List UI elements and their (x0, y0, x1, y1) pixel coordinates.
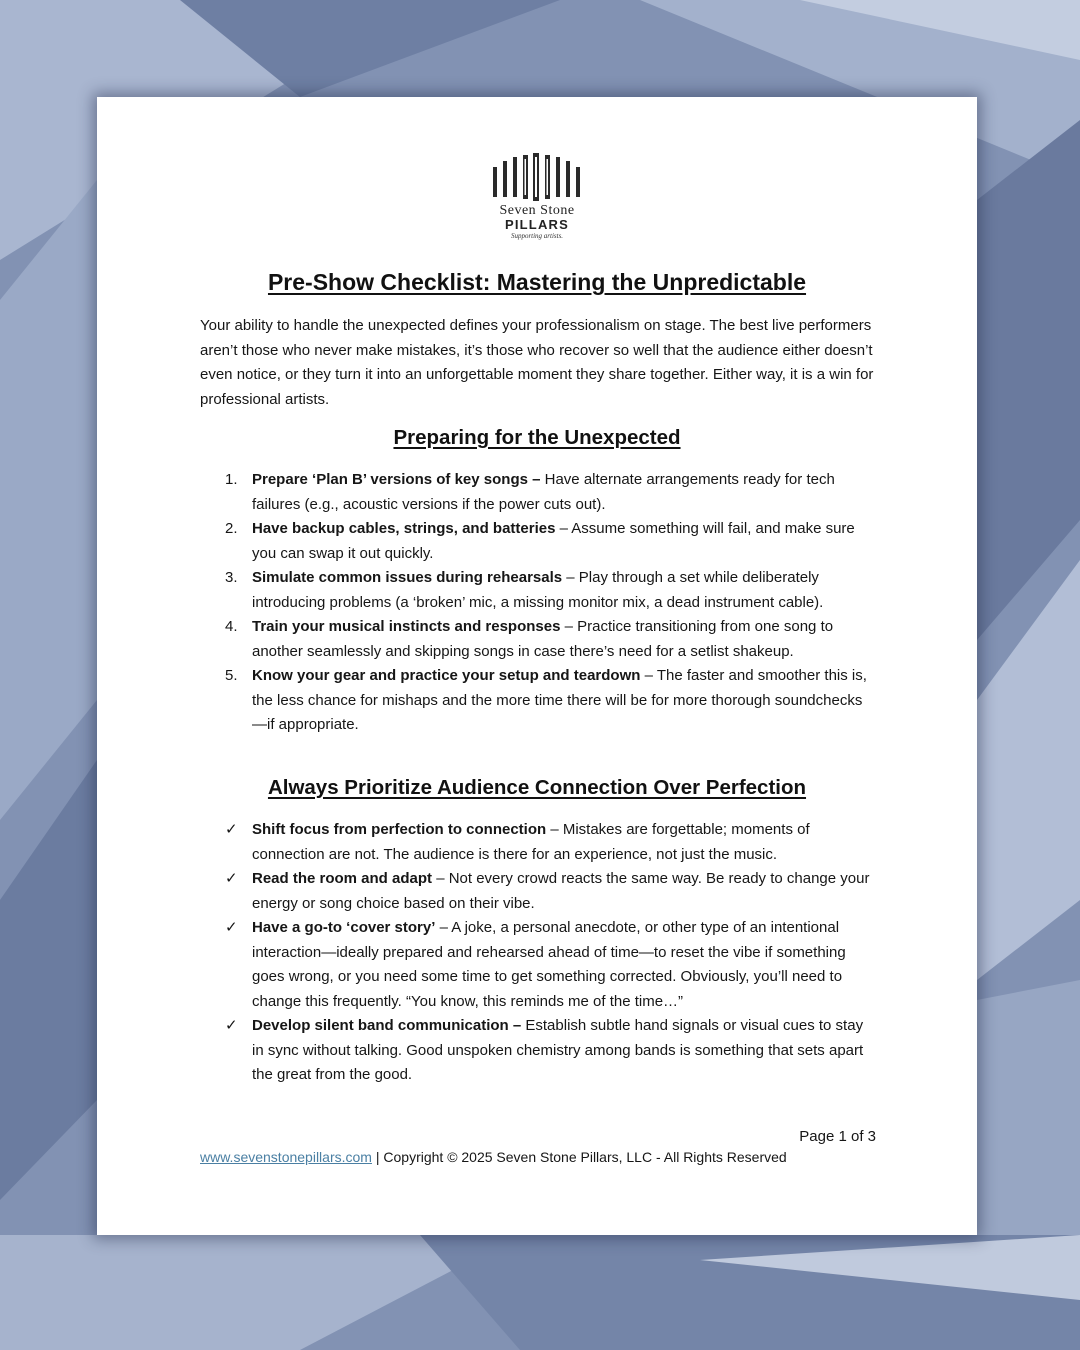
item-title: Have a go-to ‘cover story’ (252, 919, 436, 936)
list-item (225, 517, 877, 566)
item-text: – Mistakes are forgettable; moments of connection are not. The audience is there for an experience, not just the music. (252, 821, 810, 863)
item-title: Read the room and adapt (252, 870, 433, 887)
checkmark-icon: ✓ (225, 821, 238, 838)
page-number: Page 1 of 3 (799, 1128, 876, 1145)
item-text: – Assume something will fail, and make sure you can swap it out quickly. (252, 520, 855, 562)
list-item (225, 566, 877, 615)
copyright-text: | Copyright © 2025 Seven Stone Pillars, LLC - All Rights Reserved (371, 1149, 787, 1165)
item-title: Shift focus from perfection to connection (252, 821, 547, 838)
document-title: Pre-Show Checklist: Mastering the Unpredictable (267, 269, 807, 295)
document-page (97, 97, 977, 1235)
pillars-logo-icon (489, 153, 585, 201)
item-title: Develop silent band communication – (252, 1017, 522, 1034)
checkmark-icon: ✓ (225, 870, 238, 887)
item-title: Prepare ‘Plan B’ versions of key songs – (252, 471, 541, 488)
checklist-item (225, 916, 877, 1014)
website-link[interactable]: www.sevenstonepillars.com (200, 1149, 372, 1165)
logo-name-line2: PILLARS (504, 217, 569, 232)
checklist-item (225, 818, 877, 867)
checkmark-icon: ✓ (225, 919, 238, 936)
item-text: – The faster and smoother this is, the less chance for mishaps and the more time there will be for more thorough soundchecks—if appropriate. (252, 667, 867, 733)
footer (200, 1147, 787, 1167)
logo-tagline: Supporting artists. (510, 232, 564, 240)
section-heading-preparing: Preparing for the Unexpected (393, 426, 681, 449)
list-item (225, 468, 877, 517)
section-heading-audience: Always Prioritize Audience Connection Over Perfection (267, 776, 807, 799)
item-text: Have alternate arrangements ready for tech failures (e.g., acoustic versions if the power cuts out). (252, 471, 835, 513)
item-title: Simulate common issues during rehearsals (252, 569, 563, 586)
intro-paragraph: Your ability to handle the unexpected defines your professionalism on stage. The best live performers aren’t those who never make mistakes, it’s those who recover so well that the audience either doesn’t even notice, or they turn it into an unforgettable moment they share together. Either way, it is a win for professional artists. (200, 317, 874, 408)
item-number: 4. (225, 618, 238, 635)
company-logo (489, 153, 585, 243)
preparation-list (225, 468, 877, 738)
list-item (225, 615, 877, 664)
item-text: – Practice transitioning from one song to another seamlessly and skipping songs in case there’s need for a setlist shakeup. (252, 618, 834, 660)
item-title: Train your musical instincts and responses (252, 618, 561, 635)
item-title: Have backup cables, strings, and batteries (252, 520, 556, 537)
list-item (225, 664, 877, 738)
item-number: 5. (225, 667, 238, 684)
checklist-item (225, 1014, 877, 1088)
item-number: 1. (225, 471, 238, 488)
item-title: Know your gear and practice your setup and teardown (252, 667, 641, 684)
item-text: Establish subtle hand signals or visual cues to stay in sync without talking. Good unspoken chemistry among bands is something that sets apart the great from the good. (252, 1017, 864, 1083)
checklist-item (225, 867, 877, 916)
item-text: – A joke, a personal anecdote, or other type of an intentional interaction—ideally prepared and rehearsed ahead of time—to reset the vibe if something goes wrong, or you need some time to get something corrected. Obviously, you’ll need to change this frequently. “You know, this reminds me of the time…” (252, 919, 846, 1010)
item-text: – Not every crowd reacts the same way. Be ready to change your energy or song choice based on their vibe. (252, 870, 870, 912)
item-number: 2. (225, 520, 238, 537)
item-number: 3. (225, 569, 238, 586)
item-text: – Play through a set while deliberately introducing problems (a ‘broken’ mic, a missing monitor mix, a dead instrument cable). (252, 569, 824, 611)
logo-name-line1: Seven Stone (499, 203, 575, 218)
checkmark-icon: ✓ (225, 1017, 238, 1034)
audience-checklist (225, 818, 877, 1088)
